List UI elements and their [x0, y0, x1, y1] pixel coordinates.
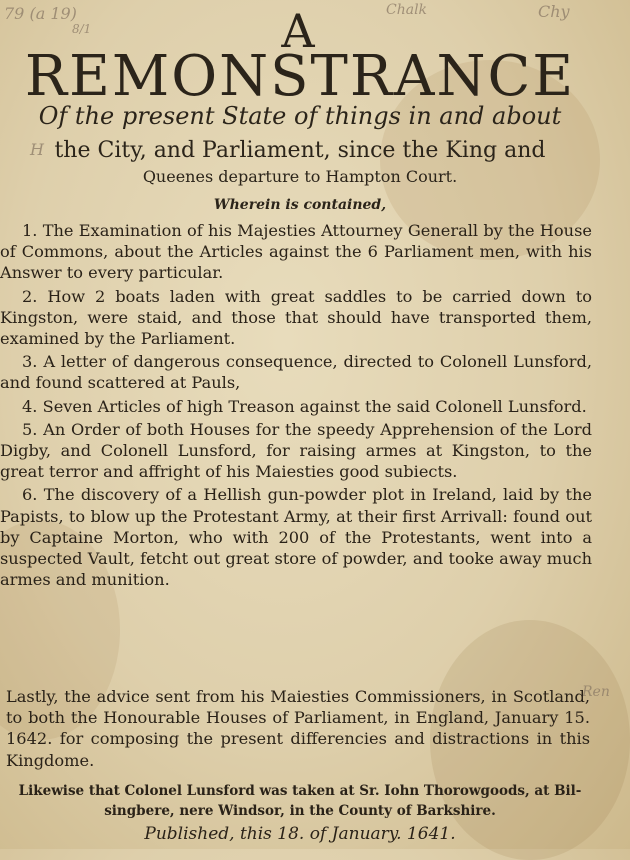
title-article: A	[281, 4, 319, 58]
margin-note-top-left: 79 (a 19)	[4, 4, 77, 23]
item-text: The Examination of his Majesties Attourney Generall by the House of Commons, about the Articles against the 6 Parliament men, with his Answer to every particular.	[0, 221, 592, 283]
margin-note-left: H	[30, 140, 44, 159]
subtitle-line-2: the City, and Parliament, since the King and	[54, 138, 546, 163]
margin-note-top-right: Chy	[538, 2, 570, 21]
list-item	[0, 286, 592, 350]
item-number: 3.	[22, 352, 38, 372]
list-item	[0, 419, 592, 483]
list-item	[0, 351, 592, 393]
likewise-line-1: Likewise that Colonel Lunsford was taken at Sr. Iohn Thorowgoods, at Bil-	[18, 783, 582, 799]
wherein-heading: Wherein is contained,	[213, 197, 387, 213]
item-text: Seven Articles of high Treason against the said Colonell Lunsford.	[42, 396, 587, 416]
item-text: An Order of both Houses for the speedy Apprehension of the Lord Digby, and Colonell Lunsford, for raising armes at Kingston, to the great terror and affright of his Maiesties good subiects.	[0, 419, 592, 482]
subtitle-line-1: Of the present State of things in and about	[38, 102, 562, 130]
margin-note-right: Ren	[582, 684, 610, 700]
contents-list	[0, 220, 592, 592]
list-item	[0, 484, 592, 590]
item-text: How 2 boats laden with great saddles to be carried down to Kingston, were staid, and those that should have transported them, examined by the Parliament.	[0, 286, 592, 349]
item-text: The discovery of a Hellish gun-powder plot in Ireland, laid by the Papists, to blow up the Protestant Army, at their first Arrivall: found out by Captaine Morton, who with 200 of the Protestants, went into a suspected Vault, fetcht out great store of powder, and tooke away much armes and munition.	[0, 485, 592, 590]
item-number: 6.	[22, 485, 38, 505]
likewise-line-2: singbere, nere Windsor, in the County of Barkshire.	[104, 803, 496, 819]
list-item	[0, 396, 592, 417]
item-number: 4.	[22, 396, 38, 416]
item-number: 1.	[22, 221, 38, 240]
item-number: 5.	[22, 419, 38, 439]
publication-line: Published, this 18. of January. 1641.	[144, 824, 456, 844]
list-item	[0, 220, 592, 284]
lastly-paragraph: Lastly, the advice sent from his Maiesties Commissioners, in Scotland, to both the Honourable Houses of Parliament, in England, January 15. 1642. for composing the present differencies and distractions in this Kingdome.	[6, 687, 590, 770]
item-number: 2.	[22, 286, 38, 306]
item-text: A letter of dangerous consequence, directed to Colonell Lunsford, and found scattered at Pauls,	[0, 352, 592, 393]
margin-note-top-center: Chalk	[386, 2, 428, 18]
subtitle-line-3: Queenes departure to Hampton Court.	[142, 167, 458, 186]
margin-note-top-left-2: 8/1	[72, 22, 92, 36]
page-title: REMONSTRANCE	[24, 44, 576, 109]
